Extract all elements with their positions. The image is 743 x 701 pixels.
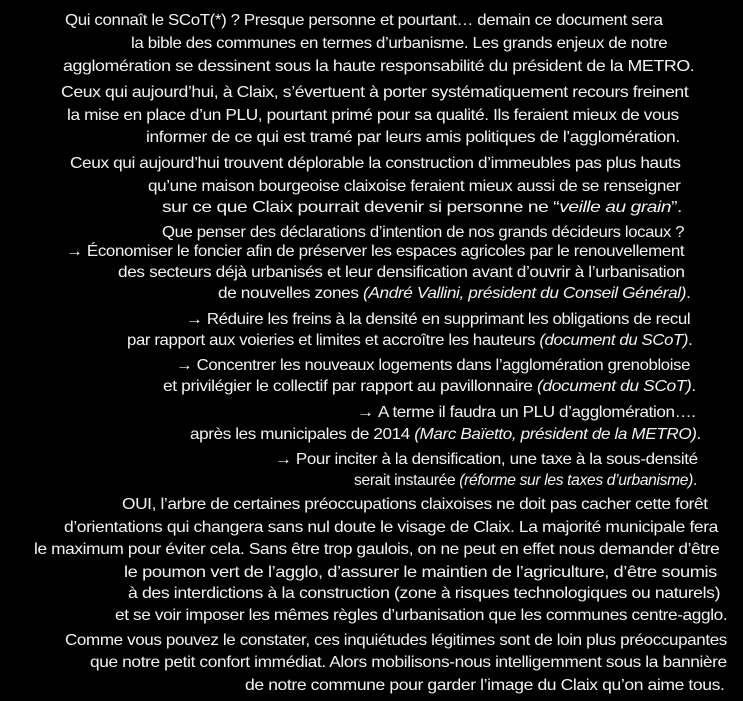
p4-line-4: de nouvelles zones (André Vallini, président du Conseil Général). xyxy=(218,285,691,302)
p4-line-2: → Économiser le foncier afin de préserver les espaces agricoles par le renouvellement xyxy=(66,243,685,260)
p3-line-2: qu’une maison bourgeoise claixoise feraient mieux aussi de se renseigner xyxy=(148,178,681,195)
p10-line-1: Comme vous pouvez le constater, ces inquiétudes légitimes sont de loin plus préoccupantes xyxy=(65,632,727,649)
p7-line-2: après les municipales de 2014 (Marc Baïetto, président de la METRO). xyxy=(190,426,701,443)
p8-line-2: serait instaurée (réforme sur les taxes d’urbanisme). xyxy=(354,472,697,489)
p1-line-3: agglomération se dessinent sous la haute responsabilité du président de la METRO. xyxy=(63,58,695,75)
p3-line-3: sur ce que Claix pourrait devenir si personne ne “veille au grain”. xyxy=(162,199,682,216)
p9-line-4: le poumon vert de l’agglo, d’assurer le maintien de l’agriculture, d’être soumis xyxy=(124,564,717,581)
arrow-right-icon: → xyxy=(176,357,193,374)
arrow-right-icon: → xyxy=(357,404,374,421)
arrow-right-icon: → xyxy=(66,243,83,260)
p8-line-1: → Pour inciter à la densification, une taxe à la sous-densité xyxy=(275,451,698,468)
p9-line-2: d’orientations qui changera sans nul doute le visage de Claix. La majorité municipale fera xyxy=(64,519,718,536)
p5-line-2: par rapport aux voieries et limites et accroître les hauteurs (document du SCoT). xyxy=(127,332,693,349)
p1-line-2: la bible des communes en termes d’urbanisme. Les grands enjeux de notre xyxy=(131,35,668,52)
p9-line-3: le maximum pour éviter cela. Sans être trop gaulois, on ne peut en effet nous demander d’être xyxy=(34,541,720,558)
p3-line-1: Ceux qui aujourd’hui trouvent déplorable la construction d’immeubles pas plus hauts xyxy=(70,155,681,172)
p10-line-3: de notre commune pour garder l’image du Claix qu’on aime tous. xyxy=(245,677,725,694)
p6-line-1: → Concentrer les nouveaux logements dans l’agglomération grenobloise xyxy=(176,357,691,374)
p4-line-1: Que penser des déclarations d’intention de nos grands décideurs locaux ? xyxy=(162,224,685,241)
p2-line-2: la mise en place d’un PLU, pourtant primé pour sa qualité. Ils feraient mieux de vous xyxy=(67,107,679,124)
p5-line-1: → Réduire les freins à la densité en supprimant les obligations de recul xyxy=(186,311,691,328)
p2-line-1: Ceux qui aujourd’hui, à Claix, s’évertuent à porter systématiquement recours freinent xyxy=(61,84,689,101)
arrow-right-icon: → xyxy=(275,451,292,468)
p7-line-1: → A terme il faudra un PLU d’agglomération…. xyxy=(357,404,696,421)
p4-line-3: des secteurs déjà urbanisés et leur densification avant d’ouvrir à l’urbanisation xyxy=(118,264,685,281)
p1-line-1: Qui connaît le SCoT(*) ? Presque personne et pourtant… demain ce document sera xyxy=(65,12,663,29)
p10-line-2: que notre petit confort immédiat. Alors mobilisons-nous intelligemment sous la bannière xyxy=(90,654,727,671)
p9-line-5: à des interdictions à la construction (zone à risques technologiques ou naturels) xyxy=(128,585,721,602)
p9-line-6: et se voir imposer les mêmes règles d’urbanisation que les communes centre-agglo. xyxy=(115,607,728,624)
p6-line-2: et privilégier le collectif par rapport au pavillonnaire (document du SCoT). xyxy=(163,378,696,395)
p2-line-3: informer de ce qui est tramé par leurs amis politiques de l’agglomération. xyxy=(146,129,680,146)
arrow-right-icon: → xyxy=(186,311,203,328)
p9-line-1: OUI, l’arbre de certaines préoccupations claixoises ne doit pas cacher cette forêt xyxy=(122,496,708,513)
